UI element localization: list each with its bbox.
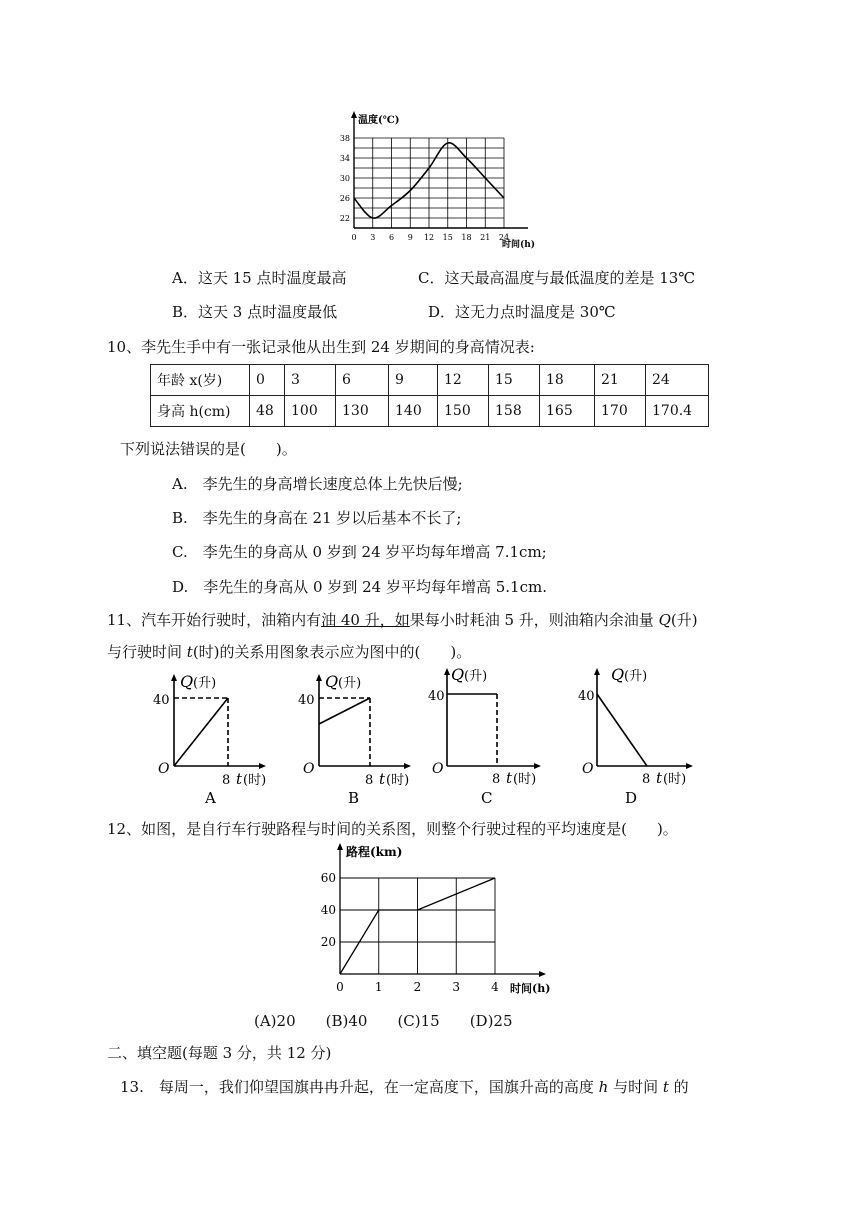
q11-graph-b[interactable] [295,670,435,810]
value-40: 40 [153,693,170,708]
section-2-title: 二、填空题(每题 3 分，共 12 分) [107,1044,332,1062]
t-symbol: t [656,769,663,787]
t-unit: (时) [663,772,687,787]
t-symbol: t [506,769,513,787]
y-tick-label: 38 [339,134,350,143]
y-axis-label: 路程(km) [346,845,403,859]
table-cell: 24 [646,365,709,396]
y-axis-arrow-icon [316,674,322,681]
q13-text: 13. 每周一，我们仰望国旗冉冉升起，在一定高度下，国旗升高的高度 [120,1078,599,1096]
value-40: 40 [428,689,445,704]
table-cell: 165 [540,396,595,427]
value-40: 40 [298,693,315,708]
graph-line [174,698,228,766]
q11-graph-a[interactable] [150,670,290,810]
q11-text: 11、汽车开始行驶时，油箱内有 [107,611,322,629]
x-tick-label: 15 [442,233,453,242]
graph-label-a: A [205,789,216,807]
y-tick-label: 34 [339,154,350,163]
table-cell: 18 [540,365,595,396]
q12-options[interactable]: (A)20 (B)40 (C)15 (D)25 [254,1012,513,1030]
origin-label: O [158,761,170,777]
x-tick-label: 4 [491,980,499,994]
origin-label: O [303,761,315,777]
y-tick-label: 26 [339,194,350,203]
graph-line [319,698,370,724]
q11-q-symbol: Q [658,611,671,629]
graph-line [597,694,647,766]
q10-option-d[interactable]: D. 李先生的身高从 0 岁到 24 岁平均每年增高 5.1cm. [172,578,547,596]
value-8: 8 [492,772,501,787]
x-tick-label: 6 [388,233,395,242]
q13-stem [120,1077,689,1097]
q-symbol: Q [180,672,194,691]
table-row [151,365,709,396]
graph-label-c: C [481,789,493,807]
q10-option-b[interactable]: B. 李先生的身高在 21 岁以后基本不长了; [172,509,462,527]
x-tick-label: 3 [370,233,376,242]
value-40: 40 [578,689,595,704]
q11-text: (时)的关系用图象表示应为图中的( )。 [192,643,472,661]
table-cell: 140 [389,396,438,427]
table-cell: 170 [595,396,646,427]
height-table [150,364,709,427]
y-axis-arrow-icon [594,668,600,675]
y-axis-arrow-icon [171,674,177,681]
q-unit: (升) [338,676,362,691]
table-cell: 170.4 [646,396,709,427]
x-axis-arrow-icon [259,763,266,769]
t-unit: (时) [243,773,267,788]
value-8: 8 [222,773,231,788]
y-tick-label: 30 [339,174,350,183]
q10-option-c[interactable]: C. 李先生的身高从 0 岁到 24 岁平均每年增高 7.1cm; [172,543,547,561]
q11-graph-d[interactable] [575,662,725,810]
x-tick-label: 1 [374,980,383,994]
x-tick-label: 24 [498,233,510,242]
x-axis-arrow-icon [534,763,541,769]
origin-label: O [432,761,444,777]
temperature-chart [330,108,560,256]
y-tick-label: 60 [320,871,336,885]
q-symbol: Q [325,672,339,691]
q-unit: (升) [464,669,488,684]
x-tick-label: 9 [407,233,413,242]
q11-stem-line1 [107,610,698,630]
y-tick-label: 40 [320,903,336,917]
graph-label-b: B [348,789,360,807]
x-tick-label: 12 [423,233,435,242]
table-cell: 15 [489,365,540,396]
q12-stem: 12、如图，是自行车行驶路程与时间的关系图，则整个行驶过程的平均速度是( )。 [107,820,678,838]
x-tick-label: 18 [461,233,472,242]
q9-option-d[interactable]: D．这无力点时温度是 30℃ [428,303,616,321]
table-row [151,396,709,427]
y-axis-arrow-icon [444,668,450,675]
q11-graph-c[interactable] [425,662,565,810]
x-tick-label: 2 [413,980,422,994]
x-axis-arrow-icon [686,763,693,769]
value-8: 8 [365,773,374,788]
x-axis-arrow-icon [404,763,411,769]
table-cell: 48 [250,396,285,427]
table-cell: 6 [336,365,389,396]
q13-text: 的 [668,1078,689,1096]
table-cell: 3 [285,365,336,396]
t-unit: (时) [386,773,410,788]
q10-stem: 10、李先生手中有一张记录他从出生到 24 岁期间的身高情况表: [107,338,535,356]
t-symbol: t [236,770,243,788]
x-tick-label: 0 [351,233,357,242]
origin-label: O [582,761,594,777]
x-axis-arrow-icon [539,971,546,977]
y-tick-label: 20 [320,935,336,949]
y-axis-arrow-icon [337,843,343,850]
q10-option-a[interactable]: A. 李先生的身高增长速度总体上先快后慢; [172,475,463,493]
q11-text: 果每小时耗油 5 升，则油箱内余油量 [409,611,659,629]
table-cell: 9 [389,365,438,396]
q9-option-a[interactable]: A．这天 15 点时温度最高 [172,269,347,287]
q11-text: (升) [670,611,698,629]
q-unit: (升) [624,669,648,684]
t-symbol: t [379,770,386,788]
x-tick-label: 0 [336,980,344,994]
q11-t-symbol: t [186,643,193,661]
value-8: 8 [642,772,651,787]
table-cell: 0 [250,365,285,396]
distance-time-chart [300,838,570,1000]
q11-underlined-text: 油 40 升，如 [321,611,410,629]
table-cell: 21 [595,365,646,396]
x-tick-label: 21 [480,233,491,242]
graph-label-d: D [625,789,638,807]
table-cell: 150 [438,396,489,427]
table-cell: 158 [489,396,540,427]
q-unit: (升) [193,676,217,691]
y-tick-label: 22 [339,214,350,223]
table-cell: 12 [438,365,489,396]
y-axis-arrow-icon [351,111,357,118]
q13-h-symbol: h [598,1078,609,1096]
q11-stem-line2 [107,642,471,662]
table-header-cell: 年龄 x(岁) [151,365,250,396]
x-axis-label: 时间(h) [502,240,536,250]
t-unit: (时) [513,772,537,787]
table-cell: 100 [285,396,336,427]
x-tick-label: 3 [452,980,461,994]
q13-t-symbol: t [662,1078,669,1096]
q13-text: 与时间 [608,1078,663,1096]
q9-option-b[interactable]: B．这天 3 点时温度最低 [172,303,338,321]
x-axis-label: 时间(h) [510,982,551,995]
table-header-cell: 身高 h(cm) [151,396,250,427]
y-axis-label: 温度(℃) [358,115,400,126]
q-symbol: Q [451,665,465,684]
q9-option-c[interactable]: C．这天最高温度与最低温度的差是 13℃ [418,269,696,287]
table-cell: 130 [336,396,389,427]
q11-text: 与行驶时间 [107,643,187,661]
q-symbol: Q [611,665,625,684]
q10-prompt: 下列说法错误的是( )。 [120,440,297,458]
